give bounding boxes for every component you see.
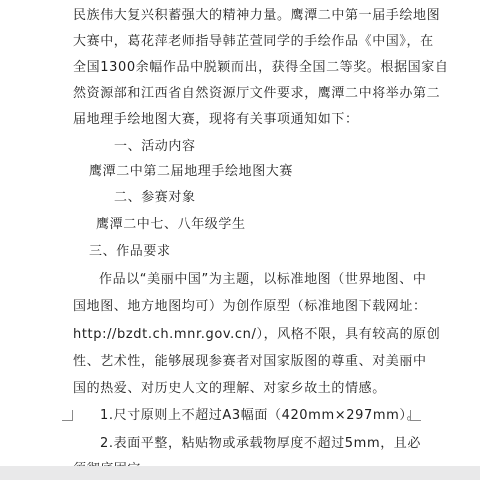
body-line: 民族伟大复兴积蓄强大的精神力量。鹰潭二中第一届手绘地图 <box>73 8 441 23</box>
requirement-item: 2.表面平整，粘贴物或承载物厚度不超过5mm，且必 <box>100 436 422 451</box>
body-line: 全国1300余幅作品中脱颖而出，获得全国二等奖。根据国家自 <box>73 60 449 75</box>
body-line: 大赛中，葛花萍老师指导韩芷萱同学的手绘作品《中国》，在 <box>73 34 434 49</box>
section-heading-activity: 一、活动内容 <box>114 139 196 154</box>
body-line: 国地图、地方地图均可）为创作原型（标准地图下载网址： <box>73 299 427 314</box>
body-line: 国的热爱、对历史人文的理解、对家乡故土的情感。 <box>73 381 386 396</box>
page-gap-bar <box>0 466 480 480</box>
body-line: 然资源部和江西省自然资源厅文件要求，鹰潭二中将举办第二 <box>73 86 441 101</box>
body-line: 作品以“美丽中国”为主题，以标准地图（世界地图、中 <box>99 272 427 287</box>
body-line: 性、艺术性，能够展现参赛者对国家版图的尊重、对美丽中 <box>73 354 427 369</box>
body-line: 鹰潭二中第二届地理手绘地图大赛 <box>89 164 294 179</box>
section-heading-requirements: 三、作品要求 <box>89 244 171 259</box>
body-line: 鹰潭二中七、八年级学生 <box>96 217 246 232</box>
page-margin-corner-right <box>410 410 421 421</box>
body-line: 届地理手绘地图大赛，现将有关事项通知如下： <box>73 112 359 127</box>
requirement-item: 1.尺寸原则上不超过A3幅面（420mm×297mm）。 <box>100 408 421 423</box>
page-margin-corner-left <box>62 410 73 421</box>
body-line-url: http://bzdt.ch.mnr.gov.cn/），风格不限，具有较高的原创 <box>73 327 441 342</box>
section-heading-participants: 二、参赛对象 <box>114 190 196 205</box>
